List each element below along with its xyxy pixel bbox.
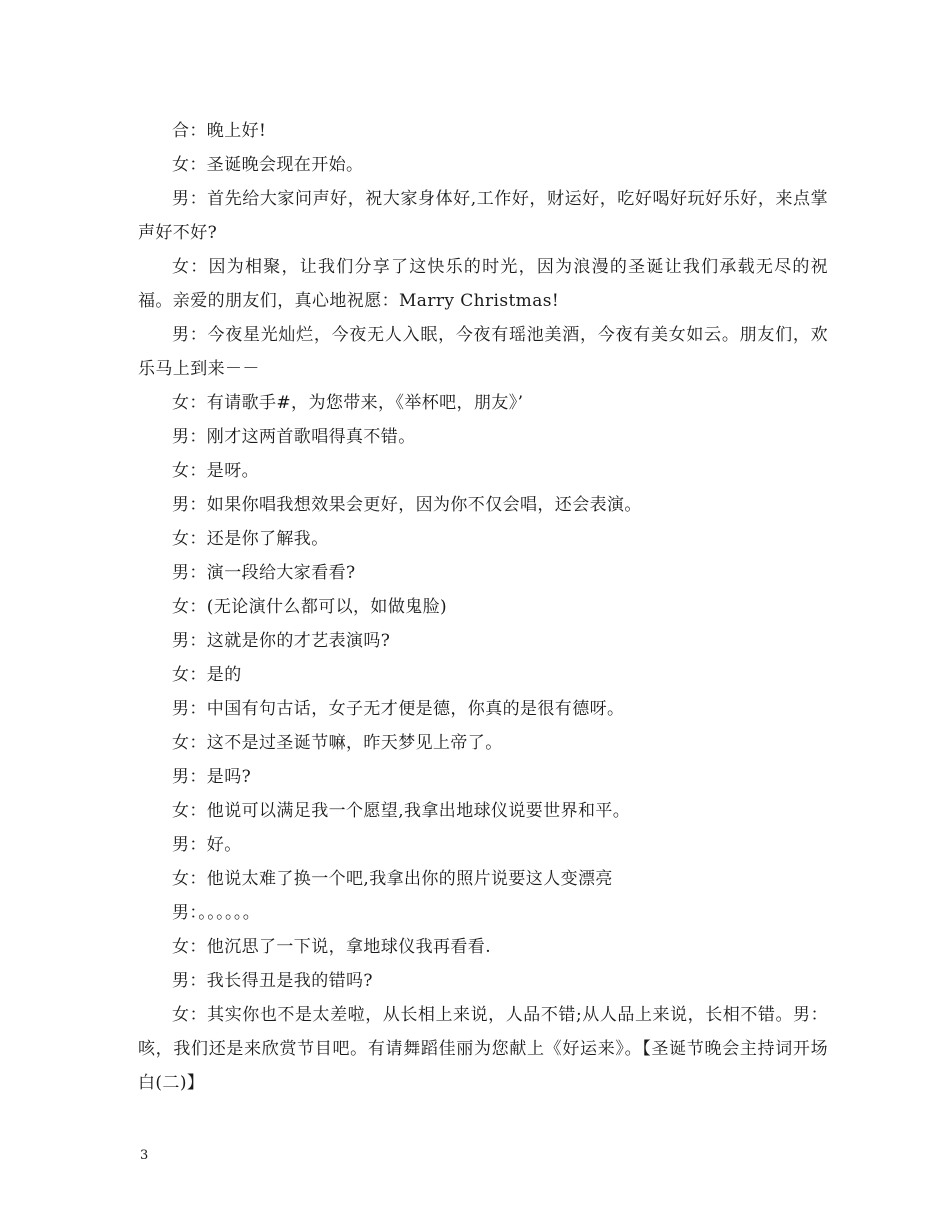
paragraph: 女：他说可以满足我一个愿望,我拿出地球仪说要世界和平。: [172, 801, 631, 821]
paragraph: 女：是的: [172, 665, 242, 685]
paragraph: 男：。。。。。。: [172, 903, 261, 923]
paragraph: 男：中国有句古话，女子无才便是德，你真的是很有德呀。: [172, 699, 625, 719]
paragraph: 女：他说太难了换一个吧,我拿出你的照片说要这人变漂亮: [172, 869, 613, 889]
paragraph: 女：圣诞晚会现在开始。: [172, 155, 364, 175]
page-number: 3: [140, 1148, 149, 1163]
paragraph: 男：首先给大家问声好，祝大家身体好,工作好，财运好，吃好喝好玩好乐好，来点掌声好不好?: [138, 189, 828, 243]
paragraph: 男：我长得丑是我的错吗?: [172, 971, 373, 991]
paragraph: 女：其实你也不是太差啦，从长相上来说，人品不错;从人品上来说，长相不错。男：咳，我们还是来欣赏节目吧。有请舞蹈佳丽为您献上《好运来》。【圣诞节晚会主持词开场白(二)】: [138, 1005, 828, 1093]
paragraph: 男：演一段给大家看看?: [172, 563, 356, 583]
paragraph: 男：是吗?: [172, 767, 252, 787]
paragraph: 女：是呀。: [172, 461, 259, 481]
paragraph: 女：因为相聚，让我们分享了这快乐的时光，因为浪漫的圣诞让我们承载无尽的祝福。亲爱的朋友们，真心地祝愿：Marry Christmas!: [138, 257, 828, 311]
paragraph: 女：有请歌手#，为您带来，《举杯吧，朋友》’: [172, 393, 524, 413]
paragraph: 男：刚才这两首歌唱得真不错。: [172, 427, 416, 447]
paragraph: 女：(无论演什么都可以，如做鬼脸): [172, 597, 448, 617]
document-body: [138, 114, 828, 1100]
paragraph: 男：如果你唱我想效果会更好，因为你不仅会唱，还会表演。: [172, 495, 642, 515]
paragraph: 男：好。: [172, 835, 242, 855]
paragraph: 女：他沉思了一下说，拿地球仪我再看看.: [172, 937, 492, 957]
paragraph: 合：晚上好!: [172, 121, 267, 141]
paragraph: 女：这不是过圣诞节嘛，昨天梦见上帝了。: [172, 733, 503, 753]
paragraph: 男：这就是你的才艺表演吗?: [172, 631, 391, 651]
paragraph: 男：今夜星光灿烂，今夜无人入眠，今夜有瑶池美酒，今夜有美女如云。朋友们，欢乐马上到来－－: [138, 325, 828, 379]
paragraph: 女：还是你了解我。: [172, 529, 329, 549]
